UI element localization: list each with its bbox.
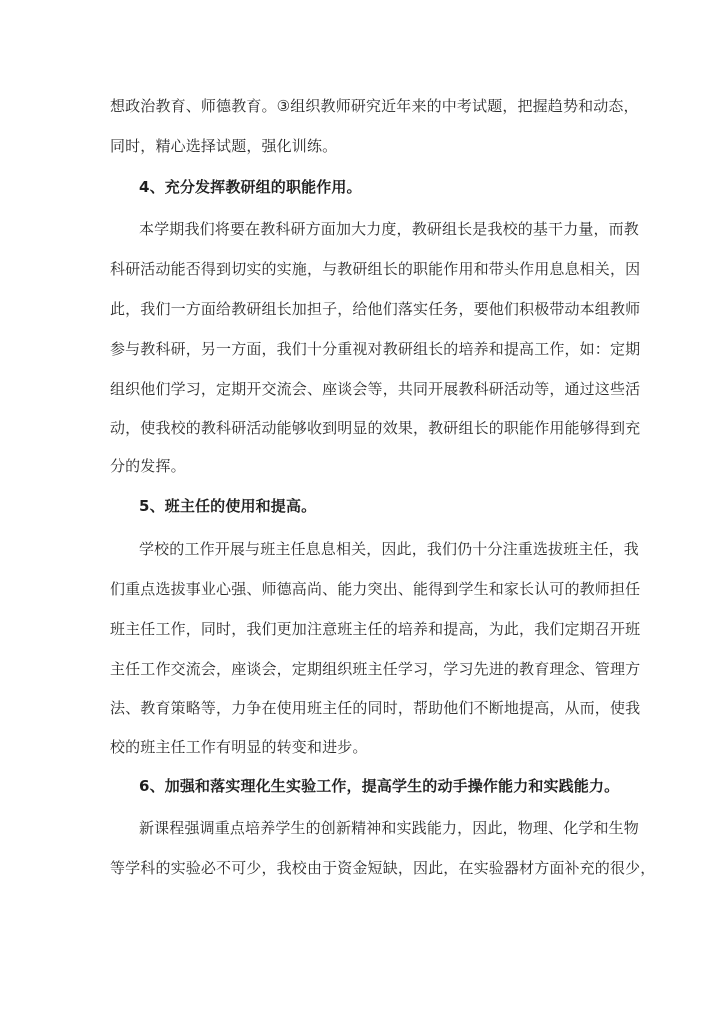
paragraph-line: 校的班主任工作有明显的转变和进步。	[110, 738, 368, 756]
paragraph-line: 组织他们学习，定期开交流会、座谈会等，共同开展教科研活动等，通过这些活	[110, 380, 641, 398]
paragraph-line: 学校的工作开展与班主任息息相关，因此，我们仍十分注重选拔班主任，我	[139, 540, 639, 558]
paragraph-line: 此，我们一方面给教研组长加担子，给他们落实任务，要他们积极带动本组教师	[110, 300, 641, 318]
paragraph-line: 同时，精心选择试题，强化训练。	[110, 137, 338, 155]
paragraph-line: 参与教科研，另一方面，我们十分重视对教研组长的培养和提高工作，如：定期	[110, 340, 641, 358]
section-heading: 4、充分发挥教研组的职能作用。	[139, 178, 362, 196]
section-heading: 5、班主任的使用和提高。	[139, 497, 317, 515]
paragraph-line: 班主任工作，同时，我们更加注意班主任的培养和提高，为此，我们定期召开班	[110, 620, 641, 638]
paragraph-line: 法、教育策略等，力争在使用班主任的同时，帮助他们不断地提高，从而，使我	[110, 699, 641, 717]
section-heading: 6、加强和落实理化生实验工作，提高学生的动手操作能力和实践能力。	[139, 777, 620, 795]
paragraph-line: 等学科的实验必不可少，我校由于资金短缺，因此，在实验器材方面补充的很少，	[110, 859, 656, 877]
paragraph-line: 动，使我校的教科研活动能够收到明显的效果，教研组长的职能作用能够得到充	[110, 419, 641, 437]
paragraph-line: 本学期我们将要在教科研方面加大力度，教研组长是我校的基干力量，而教	[139, 220, 639, 238]
paragraph-line: 主任工作交流会，座谈会，定期组织班主任学习，学习先进的教育理念、管理方	[110, 660, 641, 678]
paragraph-line: 分的发挥。	[110, 457, 186, 475]
paragraph-line: 新课程强调重点培养学生的创新精神和实践能力，因此，物理、化学和生物	[139, 819, 639, 837]
paragraph-line: 们重点选拔事业心强、师德高尚、能力突出、能得到学生和家长认可的教师担任	[110, 580, 641, 598]
paragraph-line: 想政治教育、师德教育。③组织教师研究近年来的中考试题，把握趋势和动态，	[110, 97, 639, 115]
paragraph-line: 科研活动能否得到切实的实施，与教研组长的职能作用和带头作用息息相关，因	[110, 260, 641, 278]
